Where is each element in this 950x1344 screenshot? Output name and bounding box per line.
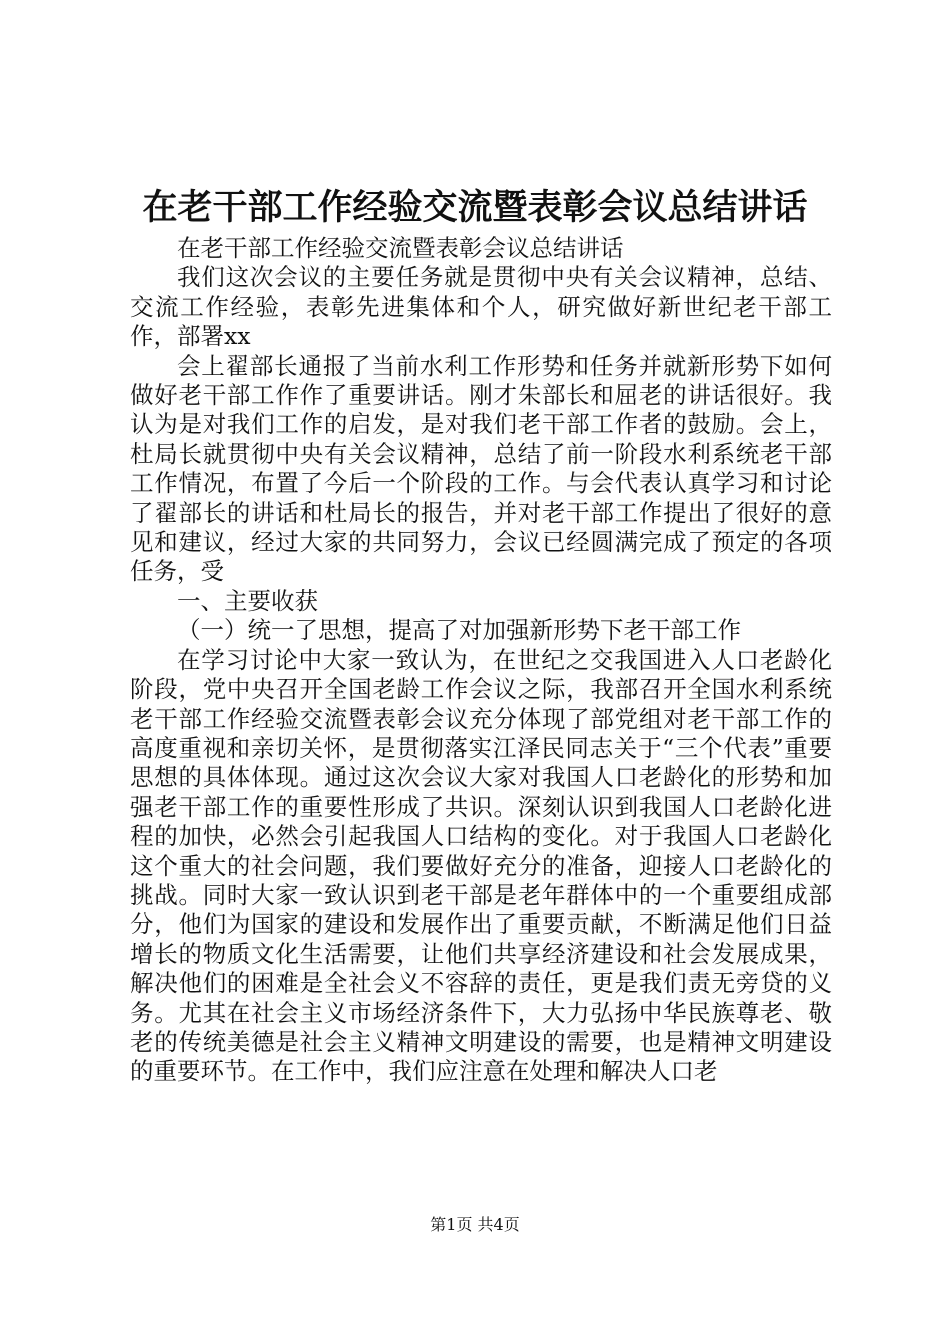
subsection-heading: （一）统一了思想，提高了对加强新形势下老干部工作 (177, 616, 741, 645)
body-paragraph: 我们这次会议的主要任务就是贯彻中央有关会议精神，总结、交流工作经验，表彰先进集体和个人，研究做好新世纪老干部工作，部署xx (130, 263, 832, 351)
subtitle-paragraph: 在老干部工作经验交流暨表彰会议总结讲话 (177, 234, 624, 262)
body-paragraph: 会上翟部长通报了当前水利工作形势和任务并就新形势下如何做好老干部工作作了重要讲话。刚才朱部长和屈老的讲话很好。我认为是对我们工作的启发，是对我们老干部工作者的鼓励。会上，杜局长就贯彻中央有关会议精神，总结了前一阶段水利系统老干部工作情况，布置了今后一个阶段的工作。与会代表认真学习和讨论了翟部长的讲话和杜局长的报告，并对老干部工作提出了很好的意见和建议，经过大家的共同努力，会议已经圆满完成了预定的各项任务，受 (130, 351, 832, 586)
document-body (130, 234, 832, 1087)
document-title: 在老干部工作经验交流暨表彰会议总结讲话 (142, 188, 808, 228)
section-heading: 一、主要收获 (177, 586, 318, 615)
page-number-footer: 第1页 共4页 (430, 1215, 520, 1234)
body-paragraph: 在学习讨论中大家一致认为，在世纪之交我国进入人口老龄化阶段，党中央召开全国老龄工作会议之际，我部召开全国水利系统老干部工作经验交流暨表彰会议充分体现了部党组对老干部工作的高度重视和亲切关怀，是贯彻落实江泽民同志关于“三个代表”重要思想的具体体现。通过这次会议大家对我国人口老龄化的形势和加强老干部工作的重要性形成了共识。深刻认识到我国人口老龄化进程的加快，必然会引起我国人口结构的变化。对于我国人口老龄化这个重大的社会问题，我们要做好充分的准备，迎接人口老龄化的挑战。同时大家一致认识到老干部是老年群体中的一个重要组成部分，他们为国家的建设和发展作出了重要贡献，不断满足他们日益增长的物质文化生活需要，让他们共享经济建设和社会发展成果，解决他们的困难是全社会义不容辞的责任，更是我们责无旁贷的义务。尤其在社会主义市场经济条件下，大力弘扬中华民族尊老、敬老的传统美德是社会主义精神文明建设的需要，也是精神文明建设的重要环节。在工作中，我们应注意在处理和解决人口老 (130, 645, 832, 1086)
